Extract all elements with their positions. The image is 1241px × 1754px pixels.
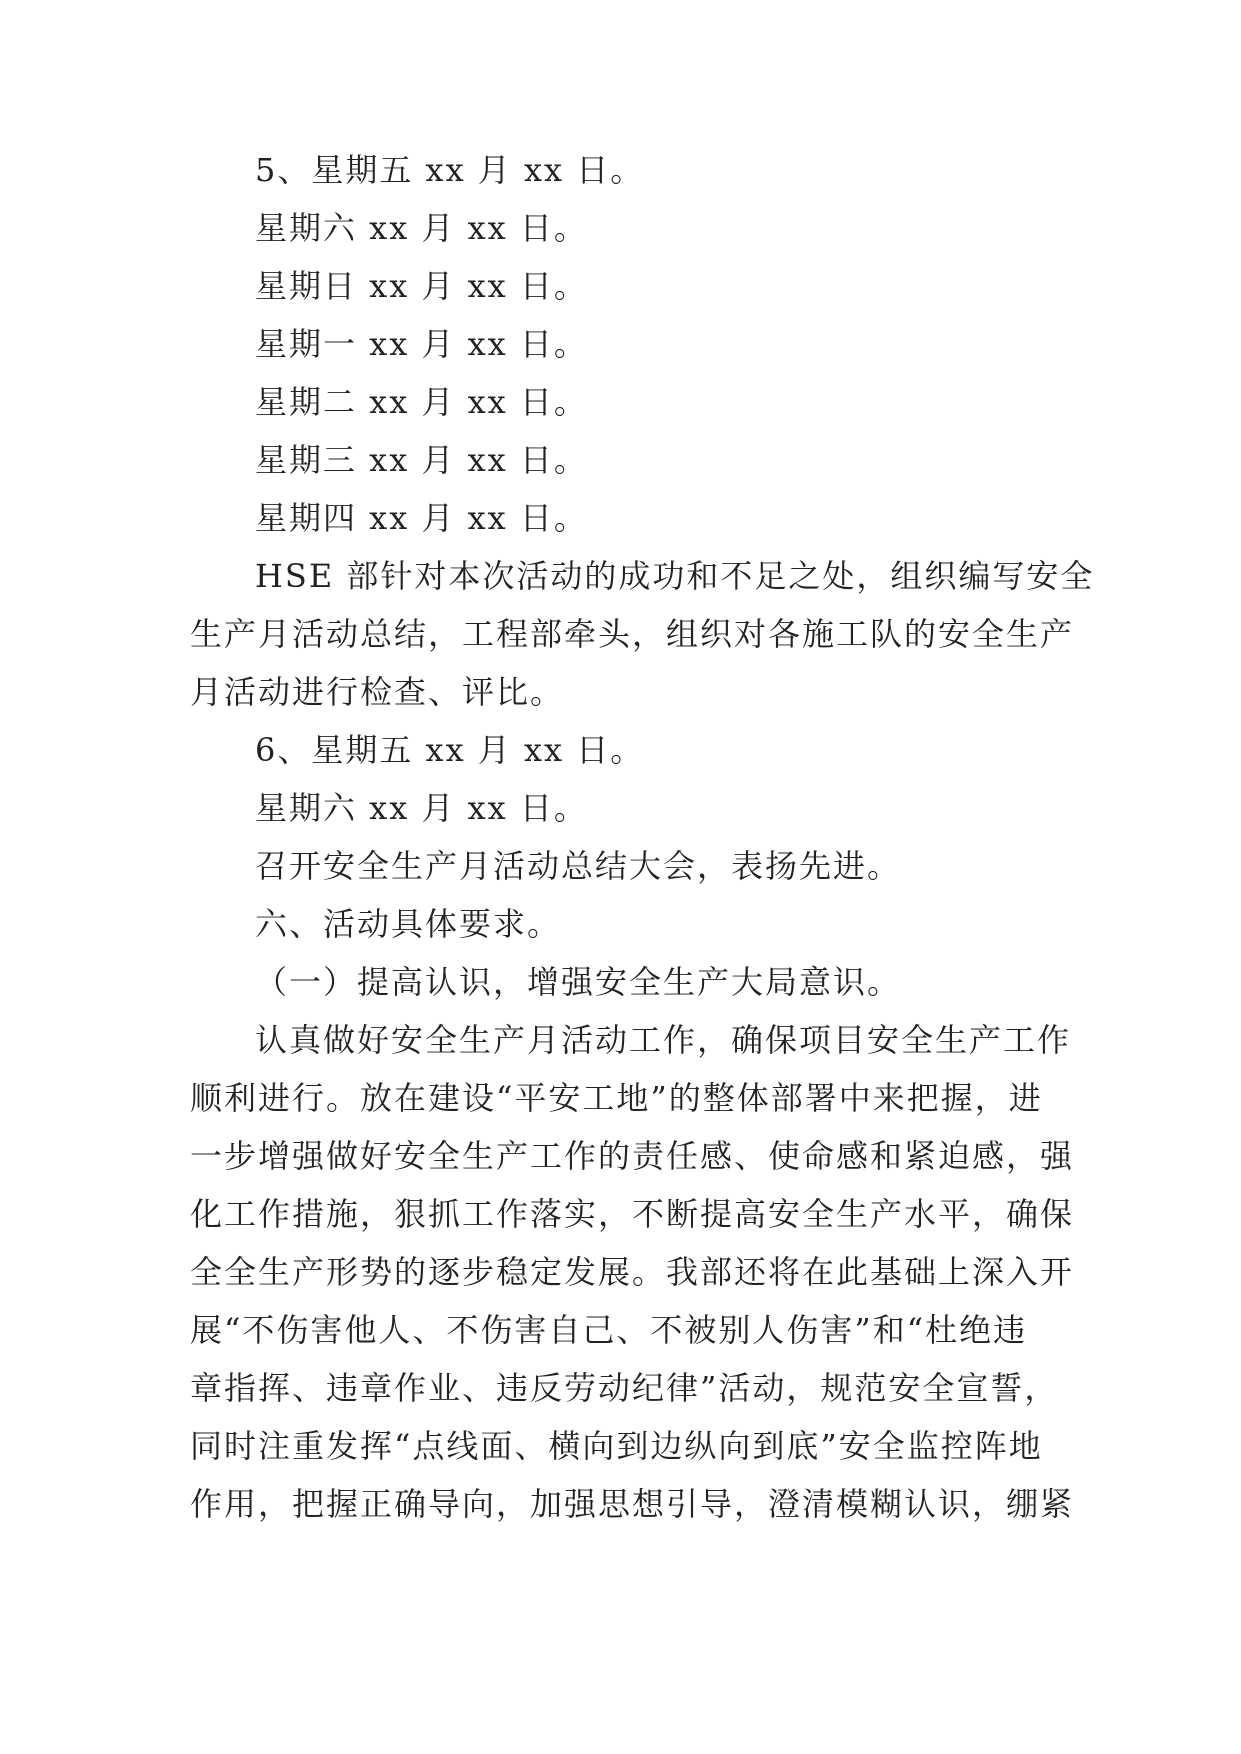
text-line: 星期四 xx 月 xx 日。 <box>255 499 588 537</box>
text-line: 认真做好安全生产月活动工作，确保项目安全生产工作 <box>255 1021 1072 1059</box>
text-line: 作用，把握正确导向，加强思想引导，澄清模糊认识，绷紧 <box>190 1485 1075 1523</box>
text-line: HSE 部针对本次活动的成功和不足之处，组织编写安全 <box>255 557 1095 595</box>
text-line: 星期六 xx 月 xx 日。 <box>255 789 588 827</box>
text-line: 6、星期五 xx 月 xx 日。 <box>255 731 645 769</box>
text-line: 生产月活动总结，工程部牵头，组织对各施工队的安全生产 <box>190 615 1075 653</box>
text-line: 展“不伤害他人、不伤害自己、不被别人伤害”和“杜绝违 <box>190 1311 1028 1349</box>
text-line: 星期二 xx 月 xx 日。 <box>255 383 588 421</box>
text-line: （一）提高认识，增强安全生产大局意识。 <box>255 963 902 1001</box>
text-line: 星期三 xx 月 xx 日。 <box>255 441 588 479</box>
text-line: 化工作措施，狠抓工作落实，不断提高安全生产水平，确保 <box>190 1195 1075 1233</box>
text-line: 章指挥、违章作业、违反劳动纪律”活动，规范安全宣誓， <box>190 1369 1059 1407</box>
text-line: 月活动进行检查、评比。 <box>190 673 565 711</box>
text-line: 星期日 xx 月 xx 日。 <box>255 267 588 305</box>
text-line: 星期六 xx 月 xx 日。 <box>255 209 588 247</box>
text-line: 一步增强做好安全生产工作的责任感、使命感和紧迫感，强 <box>190 1137 1075 1175</box>
text-line: 同时注重发挥“点线面、横向到边纵向到底”安全监控阵地 <box>190 1427 1043 1465</box>
text-line: 星期一 xx 月 xx 日。 <box>255 325 588 363</box>
text-line: 召开安全生产月活动总结大会，表扬先进。 <box>255 847 902 885</box>
text-line: 5、星期五 xx 月 xx 日。 <box>255 151 645 189</box>
text-line: 全全生产形势的逐步稳定发展。我部还将在此基础上深入开 <box>190 1253 1075 1291</box>
text-line: 顺利进行。放在建设“平安工地”的整体部署中来把握，进 <box>190 1079 1043 1117</box>
text-line: 六、活动具体要求。 <box>255 905 562 943</box>
